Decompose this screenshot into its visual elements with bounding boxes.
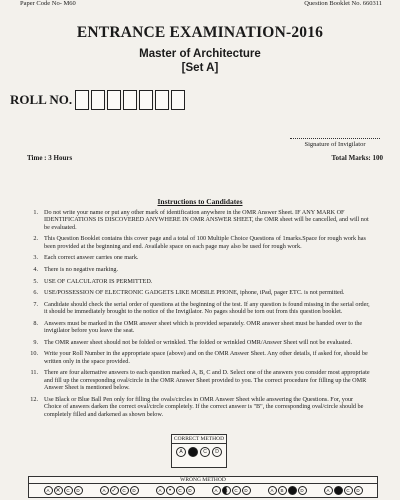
wrong-bubble [110, 486, 119, 495]
total-marks: Total Marks: 100 [331, 154, 383, 162]
exam-title: ENTRANCE EXAMINATION-2016 [76, 24, 324, 41]
instruction-item [24, 320, 372, 335]
wrong-bubble: D [130, 486, 139, 495]
wrong-bubble: D [74, 486, 83, 495]
instruction-number: 3. [33, 254, 38, 262]
wrong-bubble: C [64, 486, 73, 495]
wrong-bubble: D [242, 486, 251, 495]
instruction-item [24, 339, 372, 346]
roll-digit-box [139, 90, 153, 110]
instruction-item [24, 369, 372, 391]
instruction-text: Do not write your name or put any other mark of identification anywhere in the OMR Answer Sheet. IF ANY MARK OF IDENTIFICATIONS IS DISCOVERED ANYWHERE IN OMR ANSWER SHEET, the OMR sheet will be cancelled, and will not be evaluated. [44, 209, 369, 231]
wrong-example-group [212, 486, 251, 495]
roll-label: ROLL NO. [10, 92, 73, 107]
wrong-bubble [54, 486, 63, 495]
roll-digit-box [123, 90, 137, 110]
wrong-bubble: D [354, 486, 363, 495]
signature-line [290, 138, 380, 139]
wrong-bubble [334, 486, 343, 495]
instruction-number: 10. [30, 350, 38, 358]
instruction-text: Write your Roll Number in the appropriate space (above) and on the OMR Answer Sheet. Any other details, if asked for, should be written only in the space provided. [44, 350, 368, 365]
exam-set: [Set A] [181, 62, 219, 74]
wrong-bubble: D [186, 486, 195, 495]
roll-digit-box [75, 90, 89, 110]
instructions-title: Instructions to Candidates [157, 197, 243, 206]
roll-number-section [10, 90, 187, 110]
roll-digit-box [155, 90, 169, 110]
instruction-item [24, 396, 372, 418]
instruction-number: 6. [33, 289, 38, 297]
wrong-bubble: B [278, 486, 287, 495]
instruction-number: 9. [33, 338, 38, 346]
instruction-item [24, 350, 372, 365]
roll-boxes [75, 90, 187, 110]
wrong-method-label: WRONG METHOD [29, 477, 377, 484]
wrong-example-group [44, 486, 83, 495]
answer-bubble: B [188, 447, 198, 457]
instruction-text: Use Black or Blue Ball Pen only for filling the ovals/circles in OMR Answer Sheet while answering the Questions. For, your Choice of answers darken the correct oval/circle completely. If the correct answer is "B", the corresponding oval/circle should be completely filled and darkened as shown below. [44, 395, 364, 418]
wrong-bubble: A [324, 486, 333, 495]
instruction-number: 11. [30, 369, 38, 377]
answer-bubble: C [200, 447, 210, 457]
correct-method-label: CORRECT METHOD [172, 435, 226, 444]
instructions-list [24, 209, 372, 422]
instruction-text: The OMR answer sheet should not be folded or wrinkled. The folded or wrinkled OMR/Answer Sheet will not be evaluated. [44, 338, 352, 346]
instruction-number: 7. [33, 300, 38, 308]
wrong-examples [29, 484, 377, 495]
instruction-number: 12. [30, 395, 38, 403]
instruction-item [24, 301, 372, 316]
wrong-bubble [166, 486, 175, 495]
invigilator-signature [290, 138, 380, 148]
wrong-example-group [156, 486, 195, 495]
instruction-number: 4. [33, 266, 38, 273]
instruction-text: USE/POSSESSION OF ELECTRONIC GADGETS LIKE MOBILE PHONE, iphone, iPad, pager ETC. is not permitted. [44, 289, 345, 297]
wrong-bubble: A [268, 486, 277, 495]
wrong-bubble: D [298, 486, 307, 495]
instruction-number: 1. [33, 209, 38, 216]
signature-label: Signature of Invigilator [304, 141, 366, 148]
instruction-text: There are four alternative answers to each question marked A, B, C and D. Select one of the answers you consider most appropriate and fill up the corresponding oval/circle in the OMR Answer Sheet provided to you. The correct procedure for filling up the OMR Answer Sheet is mentioned below. [44, 369, 370, 392]
instruction-text: Each correct answer carries one mark. [44, 254, 139, 262]
roll-digit-box [107, 90, 121, 110]
instruction-text: Candidate should check the serial order of questions at the beginning of the test. If any question is found missing in the serial order, it should be immediately brought to the notice of the Invigilator. No pages should be torn out from this question booklet. [44, 300, 370, 316]
exam-time: Time : 3 Hours [27, 154, 73, 162]
wrong-bubble: A [212, 486, 221, 495]
roll-digit-box [91, 90, 105, 110]
exam-subtitle: Master of Architecture [139, 48, 261, 60]
wrong-bubble: A [156, 486, 165, 495]
wrong-bubble: C [120, 486, 129, 495]
header-row [0, 0, 400, 10]
instruction-number: 5. [33, 277, 38, 285]
instruction-item [24, 235, 372, 250]
roll-digit-box [171, 90, 185, 110]
wrong-bubble: A [100, 486, 109, 495]
wrong-bubble: C [232, 486, 241, 495]
answer-bubble: D [212, 447, 222, 457]
instruction-item [24, 289, 372, 296]
instruction-text: This Question Booklet contains this cover page and a total of 100 Multiple Choice Questions of 1marks.Space for rough work has been provided at the beginning and end. Available space on each page may also be used for rough work. [44, 235, 366, 250]
correct-bubbles [172, 444, 226, 457]
wrong-example-group [324, 486, 363, 495]
instruction-item [24, 209, 372, 231]
wrong-bubble: C [176, 486, 185, 495]
wrong-example-group [100, 486, 139, 495]
answer-bubble: A [176, 447, 186, 457]
instruction-number: 2. [33, 235, 38, 243]
paper-code: Paper Code No- M60 [20, 0, 76, 7]
instruction-text: USE OF CALCULATOR IS PERMITTED. [44, 277, 153, 285]
wrong-bubble: A [44, 486, 53, 495]
correct-method-box [171, 434, 227, 468]
instruction-text: There is no negative marking. [44, 266, 119, 273]
instruction-number: 8. [33, 319, 38, 327]
wrong-bubble [288, 486, 297, 495]
wrong-bubble: C [344, 486, 353, 495]
instruction-item [24, 266, 372, 273]
instruction-item [24, 278, 372, 285]
wrong-method-box [28, 476, 378, 498]
instruction-item [24, 254, 372, 261]
instruction-text: Answers must be marked in the OMR answer sheet which is provided separately. OMR answer sheet must be handed over to the invigilator before you leave the seat. [44, 319, 363, 335]
wrong-bubble: B [222, 486, 231, 495]
booklet-number: Question Booklet No. 660311 [304, 0, 382, 7]
wrong-example-group [268, 486, 307, 495]
